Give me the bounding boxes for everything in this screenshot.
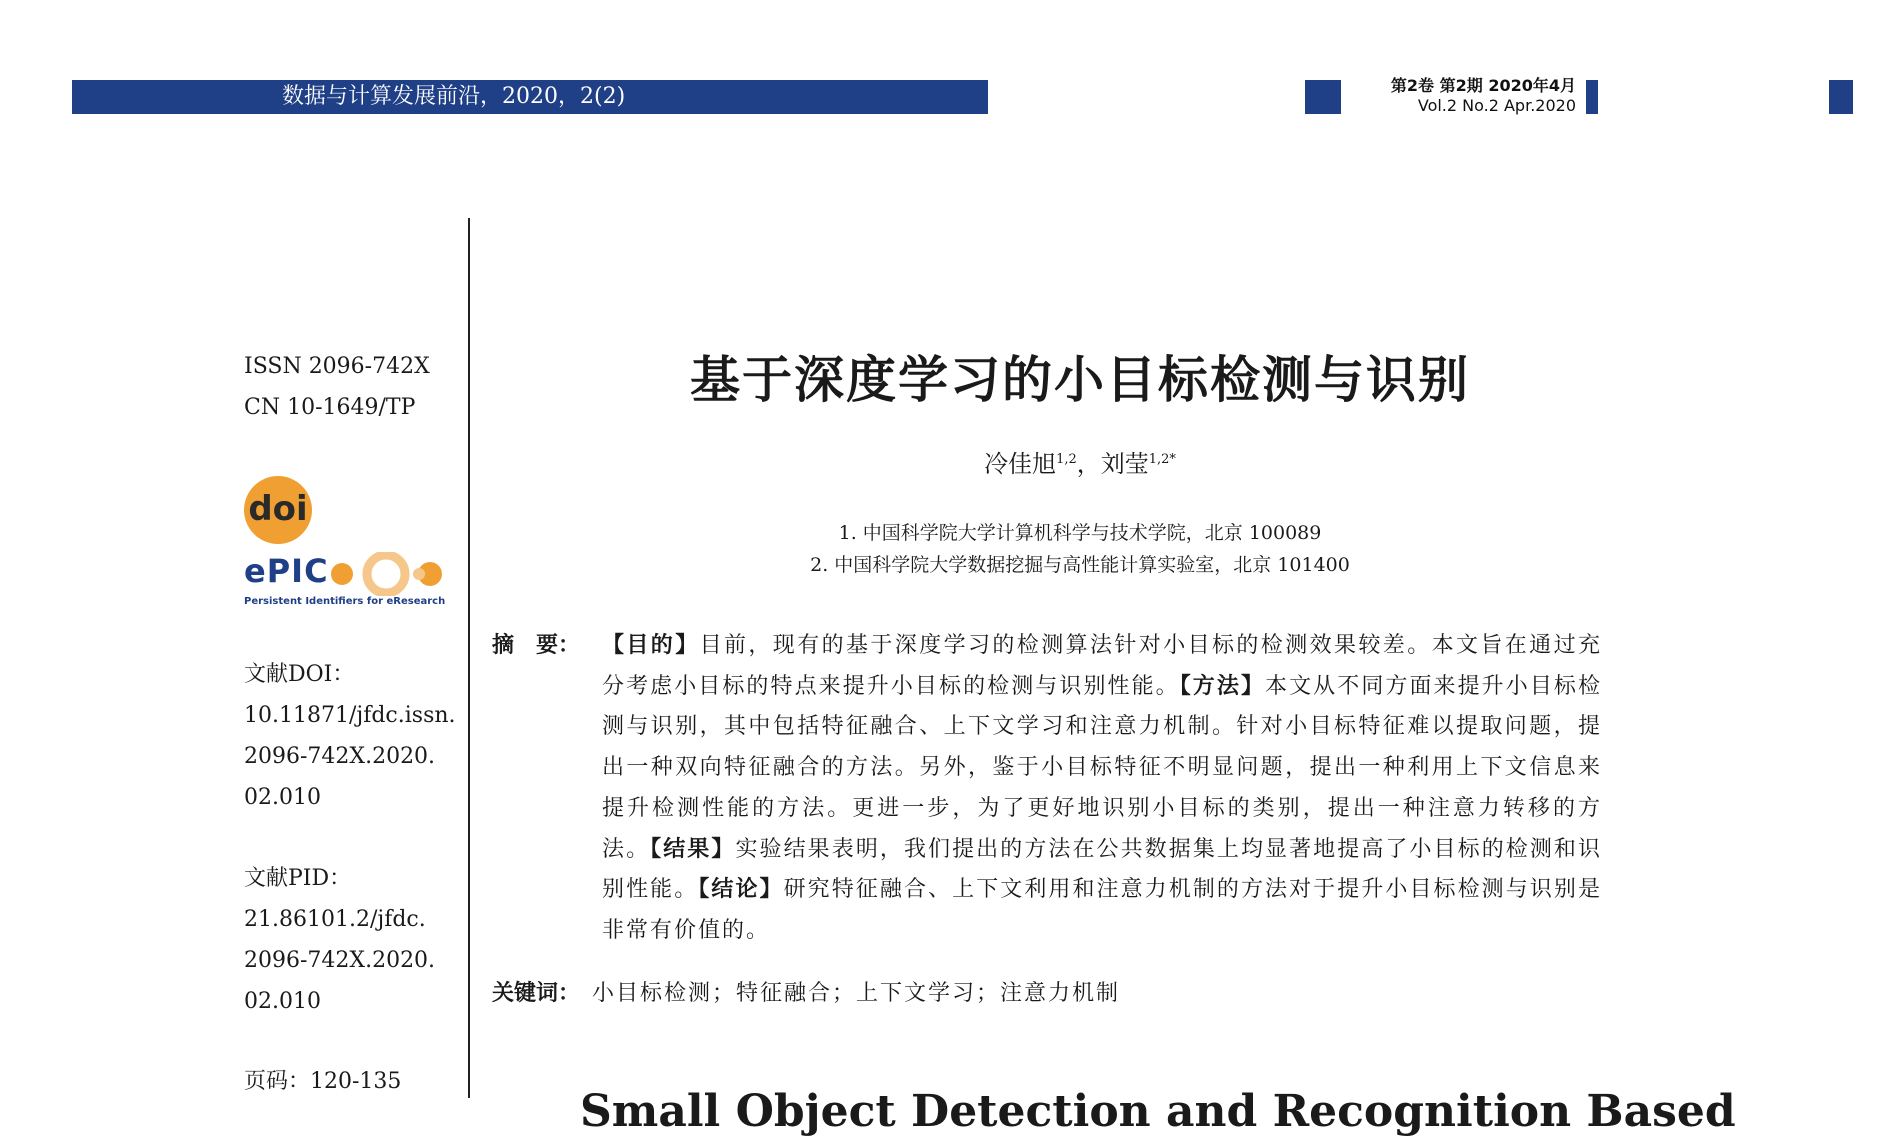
- issue-info-cn: 第2卷 第2期 2020年4月: [1390, 76, 1576, 95]
- affiliation-1: 1. 中国科学院大学计算机科学与技术学院，北京 100089: [838, 522, 1322, 544]
- journal-header-bar: [72, 80, 988, 114]
- header-accent-thin: [1586, 80, 1598, 114]
- author-separator: ，: [1076, 450, 1101, 478]
- abstract-label: 摘 要：: [492, 633, 581, 658]
- epic-logo: [244, 552, 454, 612]
- keywords: [492, 976, 1120, 1007]
- author-affiliation-mark: 1,2*: [1148, 452, 1176, 467]
- pid-label: 文献PID：: [244, 866, 352, 891]
- epic-circle-small-icon: [331, 563, 353, 585]
- author-affiliation-mark: 1,2: [1056, 452, 1077, 467]
- header-accent-edge: [1829, 80, 1853, 114]
- journal-citation: 数据与计算发展前沿，2020，2(2): [282, 84, 626, 109]
- abstract: [492, 626, 1602, 952]
- doi-value-line: 02.010: [244, 785, 321, 810]
- doi-logo-text: doi: [248, 489, 308, 529]
- pid-value-line: 02.010: [244, 989, 321, 1014]
- pid-value-line: 21.86101.2/jfdc.: [244, 907, 426, 932]
- abstract-body: [602, 626, 1602, 952]
- doi-label: 文献DOI：: [244, 662, 355, 687]
- issn-text: ISSN 2096-742X: [244, 354, 430, 379]
- issue-info-en: Vol.2 No.2 Apr.2020: [1417, 96, 1576, 115]
- cn-text: CN 10-1649/TP: [244, 395, 416, 420]
- epic-circle-dot-icon: [413, 568, 425, 580]
- abstract-tag-purpose: 【目的】: [602, 633, 700, 658]
- doi-value-line: 2096-742X.2020.: [244, 744, 436, 769]
- abstract-text-result: 实验结果表明，我们提出的方法在公共数据集上均显著地提高了小目标的检测和识别性能。: [602, 836, 1602, 903]
- abstract-text-method: 本文从不同方面来提升小目标检测与识别，其中包括特征融合、上下文学习和注意力机制。针对小目标特征难以提取问题，提出一种双向特征融合的方法。另外，鉴于小目标特征不明显问题，提出一种利用上下文信息来提升检测性能的方法。更进一步，为了更好地识别小目标的类别，提出一种注意力转移的方法。: [602, 673, 1602, 862]
- article-title: 基于深度学习的小目标检测与识别: [690, 351, 1470, 409]
- epic-logo-word: ePIC: [244, 552, 329, 590]
- header-accent-block: [1305, 80, 1341, 114]
- doi-value-line: 10.11871/jfdc.issn.: [244, 703, 456, 728]
- affiliation-2: 2. 中国科学院大学数据挖掘与高性能计算实验室，北京 101400: [810, 554, 1350, 576]
- keywords-list: 小目标检测；特征融合；上下文学习；注意力机制: [592, 981, 1121, 1006]
- abstract-tag-method: 【方法】: [1179, 673, 1266, 699]
- keywords-label: 关键词：: [492, 981, 581, 1006]
- epic-tagline: Persistent Identifiers for eResearch: [244, 596, 446, 607]
- page-range: 页码：120-135: [244, 1069, 402, 1094]
- pid-value-line: 2096-742X.2020.: [244, 948, 436, 973]
- author-name: 刘莹: [1100, 450, 1149, 478]
- author-list: [560, 444, 1600, 479]
- epic-circles-icon: [324, 552, 454, 596]
- doi-logo: [244, 476, 312, 544]
- author-name: 冷佳旭: [984, 450, 1057, 478]
- abstract-tag-result: 【结果】: [650, 836, 736, 862]
- sidebar-divider: [468, 218, 470, 1098]
- epic-circle-ring-icon: [367, 555, 405, 593]
- english-title-partial: Small Object Detection and Recognition Based: [580, 1086, 1736, 1137]
- abstract-text-purpose: 目前，现有的基于深度学习的检测算法针对小目标的检测效果较差。本文旨在通过充分考虑小目标的特点来提升小目标的检测与识别性能。: [602, 633, 1602, 699]
- issue-info: [1391, 76, 1576, 116]
- abstract-tag-conclusion: 【结论】: [698, 877, 784, 903]
- abstract-text-conclusion: 研究特征融合、上下文利用和注意力机制的方法对于提升小目标检测与识别是非常有价值的。: [602, 877, 1602, 943]
